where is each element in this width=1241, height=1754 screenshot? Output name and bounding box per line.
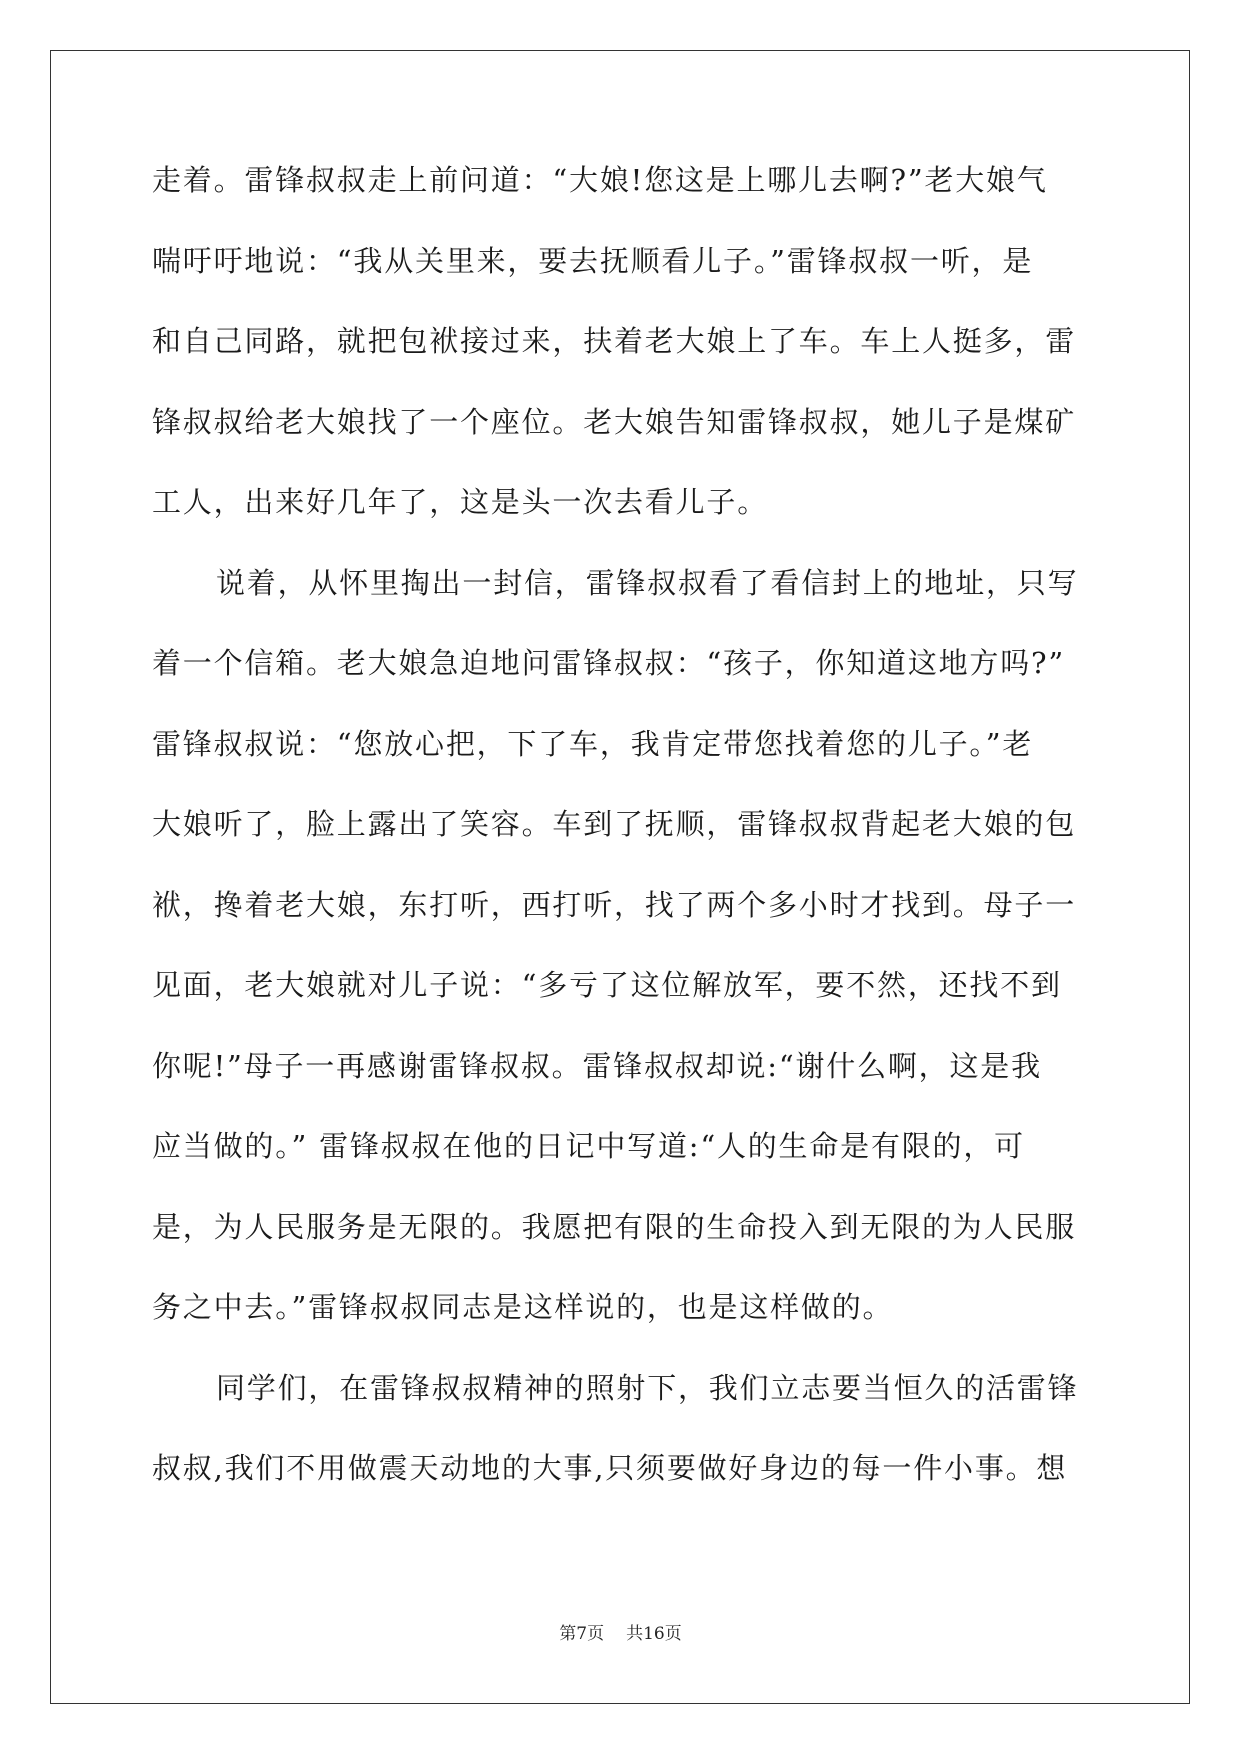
text-line: 工人，出来好几年了，这是头一次去看儿子。: [152, 485, 769, 519]
text-line: 喘吁吁地说：“我从关里来，要去抚顺看儿子。”雷锋叔叔一听，是: [152, 243, 1034, 278]
text-line: 锋叔叔给老大娘找了一个座位。老大娘告知雷锋叔叔，她儿子是煤矿: [152, 404, 1077, 439]
text-line: 你呢!”母子一再感谢雷锋叔叔。雷锋叔叔却说:“谢什么啊，这是我: [152, 1048, 1042, 1083]
text-line: 雷锋叔叔说：“您放心把，下了车，我肯定带您找着您的儿子。”老: [152, 726, 1034, 761]
text-line: 说着，从怀里掏出一封信，雷锋叔叔看了看信封上的地址，只写: [216, 565, 1079, 600]
text-line: 务之中去。”雷锋叔叔同志是这样说的，也是这样做的。: [152, 1290, 894, 1324]
page-number: 第7页: [559, 1624, 605, 1644]
text-line: 袱，搀着老大娘，东打听，西打听，找了两个多小时才找到。母子一: [152, 887, 1077, 922]
page-total: 共16页: [626, 1624, 682, 1644]
text-line: 同学们，在雷锋叔叔精神的照射下，我们立志要当恒久的活雷锋: [216, 1370, 1079, 1405]
text-line: 走着。雷锋叔叔走上前问道：“大娘!您这是上哪儿去啊?”老大娘气: [152, 163, 1048, 197]
text-line: 见面，老大娘就对儿子说：“多亏了这位解放军，要不然，还找不到: [152, 968, 1062, 1002]
page-footer: [0, 1624, 1241, 1644]
document-body: [152, 160, 1092, 1529]
text-line: 和自己同路，就把包袱接过来，扶着老大娘上了车。车上人挺多，雷: [152, 324, 1077, 358]
text-line: 应当做的。” 雷锋叔叔在他的日记中写道:“人的生命是有限的，可: [152, 1129, 1025, 1163]
text-line: 是，为人民服务是无限的。我愿把有限的生命投入到无限的为人民服: [152, 1209, 1077, 1244]
text-line: 大娘听了，脸上露出了笑容。车到了抚顺，雷锋叔叔背起老大娘的包: [152, 807, 1077, 841]
text-line: 着一个信箱。老大娘急迫地问雷锋叔叔：“孩子，你知道这地方吗?”: [152, 646, 1066, 680]
text-line: 叔叔,我们不用做震天动地的大事,只须要做好身边的每一件小事。想: [152, 1451, 1068, 1485]
